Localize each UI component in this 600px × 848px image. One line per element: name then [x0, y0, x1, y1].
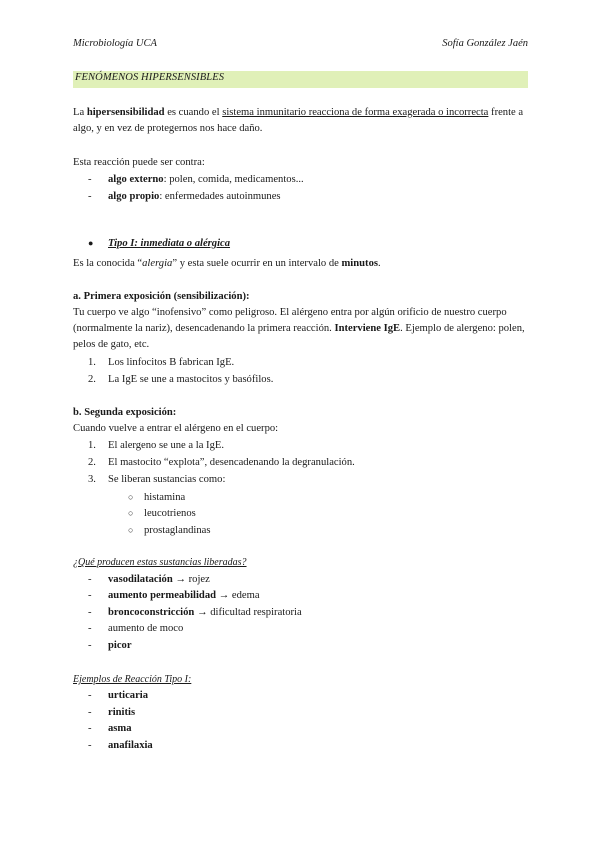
intro-text: frente a: [488, 107, 524, 118]
desc-text: .: [377, 258, 381, 269]
paragraph-line: Tu cuerpo ve algo “inofensivo” como peligroso. El alérgeno entra por algún orificio de nuestro cuerpo: [73, 307, 507, 318]
effect-item: [88, 572, 210, 588]
dash-marker: -: [88, 191, 92, 202]
circle-marker-icon: ○: [128, 525, 134, 535]
section-title-highlight: [73, 71, 528, 88]
effect-bold: aumento permeabilidad: [108, 590, 217, 601]
intro-text-line2: algo, y en vez de protegernos nos hace daño.: [73, 123, 263, 134]
effect-text: → dificultad respiratoria: [194, 607, 302, 618]
dash-marker: -: [88, 740, 92, 751]
paragraph-line: (normalmente la nariz), desencadenando la primera reacción.: [73, 323, 335, 334]
numbered-item: [88, 438, 224, 454]
effect-bold: picor: [108, 640, 132, 651]
effect-item: [88, 638, 132, 654]
effect-item: [88, 605, 302, 621]
effect-item: [88, 588, 260, 604]
example-item: [88, 705, 135, 721]
item-text: El mastocito “explota”, desencadenando la degranulación.: [108, 457, 355, 468]
example-text: anafilaxia: [108, 740, 153, 751]
substance-text: histamina: [144, 492, 186, 503]
list-item: [88, 189, 281, 205]
example-text: rinitis: [108, 707, 136, 718]
circle-marker-icon: ○: [128, 492, 134, 502]
dash-marker: -: [88, 590, 92, 601]
type1-heading-row: [88, 238, 230, 249]
example-text: asma: [108, 723, 132, 734]
first-exposure-heading: a. Primera exposición (sensibilización):: [73, 291, 250, 302]
example-item: [88, 688, 148, 704]
dash-marker: -: [88, 707, 92, 718]
substance-item: [128, 489, 185, 506]
desc-italic: alergia: [142, 258, 173, 269]
intro-text: La: [73, 107, 87, 118]
number-marker: 2.: [88, 457, 96, 468]
dash-marker: -: [88, 640, 92, 651]
paragraph-bold: Interviene IgE: [334, 323, 401, 334]
dash-marker: -: [88, 574, 92, 585]
numbered-item: [88, 355, 234, 371]
dash-marker: -: [88, 607, 92, 618]
number-marker: 2.: [88, 374, 96, 385]
paragraph-line: pelos de gato, etc.: [73, 339, 150, 350]
dash-marker: -: [88, 690, 92, 701]
substance-item: [128, 505, 196, 522]
dash-marker: -: [88, 723, 92, 734]
example-text: urticaria: [108, 690, 149, 701]
item-text: : polen, comida, medicamentos...: [163, 174, 304, 185]
type1-description: [73, 256, 533, 272]
header-course: Microbiología UCA: [73, 38, 157, 49]
effect-bold: broncoconstricción: [108, 607, 195, 618]
circle-marker-icon: ○: [128, 508, 134, 518]
effect-item: [88, 621, 183, 637]
numbered-item: [88, 472, 225, 488]
dash-marker: -: [88, 174, 92, 185]
examples-heading: Ejemplos de Reacción Tipo I:: [73, 674, 192, 685]
section-title: FENÓMENOS HIPERSENSIBLES: [75, 72, 225, 83]
effect-bold: vasodilatación: [108, 574, 173, 585]
effect-text: aumento de moco: [108, 623, 184, 634]
paragraph-line: . Ejemplo de alergeno: polen,: [400, 323, 525, 334]
first-exposure-paragraph: [73, 305, 533, 353]
reaction-against-text: Esta reacción puede ser contra:: [73, 157, 205, 168]
substance-text: leucotrienos: [144, 508, 196, 519]
item-text: : enfermedades autoinmunes: [159, 191, 281, 202]
item-bold: algo propio: [108, 191, 160, 202]
substance-item: [128, 522, 211, 539]
numbered-item: [88, 372, 273, 388]
desc-text: ” y esta suele ocurrir en un intervalo de: [172, 258, 342, 269]
desc-text: Es la conocida “: [73, 258, 143, 269]
item-bold: algo externo: [108, 174, 164, 185]
type1-heading: Tipo I: inmediata o alérgica: [108, 238, 231, 249]
effects-heading: ¿Qué producen estas sustancias liberadas?: [73, 557, 247, 568]
item-text: Los linfocitos B fabrican IgE.: [108, 357, 235, 368]
desc-bold: minutos: [341, 258, 378, 269]
numbered-item: [88, 455, 355, 471]
item-text: El alergeno se une a la IgE.: [108, 440, 224, 451]
effect-text: → edema: [216, 590, 260, 601]
dash-marker: -: [88, 623, 92, 634]
item-text: Se liberan sustancias como:: [108, 474, 226, 485]
effect-text: → rojez: [172, 574, 210, 585]
header-author: Sofía González Jaén: [442, 38, 528, 49]
second-exposure-heading: b. Segunda exposición:: [73, 407, 177, 418]
example-item: [88, 738, 153, 754]
list-item: [88, 172, 304, 188]
intro-paragraph: [73, 105, 533, 137]
term-hipersensibilidad: hipersensibilidad: [86, 107, 165, 118]
underlined-phrase: sistema inmunitario reacciona de forma exagerada o incorrecta: [222, 107, 489, 118]
second-exposure-intro: Cuando vuelve a entrar el alérgeno en el cuerpo:: [73, 423, 279, 434]
number-marker: 1.: [88, 440, 96, 451]
bullet-icon: ●: [88, 238, 94, 248]
number-marker: 1.: [88, 357, 96, 368]
example-item: [88, 721, 132, 737]
substance-text: prostaglandinas: [144, 525, 211, 536]
item-text: La IgE se une a mastocitos y basófilos.: [108, 374, 274, 385]
intro-text: es cuando el: [164, 107, 223, 118]
number-marker: 3.: [88, 474, 96, 485]
